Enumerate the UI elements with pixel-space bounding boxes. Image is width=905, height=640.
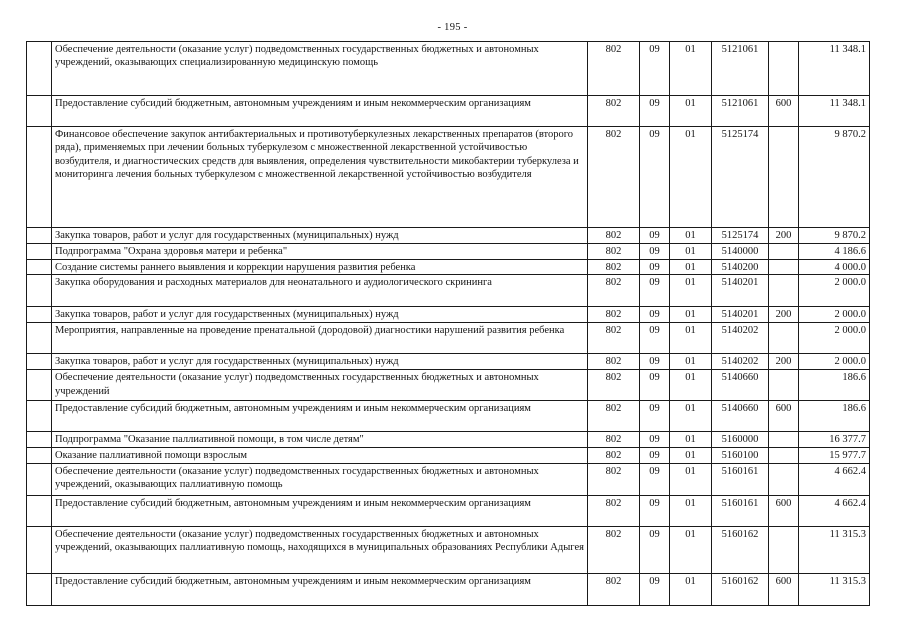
item-name-cell: Оказание паллиативной помощи взрослым [52,448,588,463]
section-code-cell: 09 [640,228,670,244]
row-marker-cell [27,323,52,354]
target-article-cell: 5121061 [712,96,769,127]
amount-cell: 11 315.3 [799,526,870,573]
ministry-code-cell: 802 [588,401,640,432]
item-name-cell: Обеспечение деятельности (оказание услуг) подведомственных государственных бюджетных и автономных учреждений [52,370,588,401]
item-name-cell: Закупка товаров, работ и услуг для государственных (муниципальных) нужд [52,228,588,244]
target-article-cell: 5160000 [712,432,769,448]
row-marker-cell [27,307,52,323]
target-article-cell: 5160100 [712,448,769,463]
table-row [27,495,870,526]
target-article-cell: 5125174 [712,127,769,228]
section-code-cell: 09 [640,401,670,432]
amount-cell: 4 662.4 [799,495,870,526]
item-name-cell: Подпрограмма "Оказание паллиативной помощи, в том числе детям" [52,432,588,448]
table-row [27,323,870,354]
item-name-cell: Закупка оборудования и расходных материалов для неонатального и аудиологического скрининга [52,275,588,307]
budget-table [26,41,870,606]
expense-type-cell [769,275,799,307]
row-marker-cell [27,275,52,307]
ministry-code-cell: 802 [588,307,640,323]
table-row [27,432,870,448]
target-article-cell: 5140200 [712,260,769,275]
target-article-cell: 5160161 [712,495,769,526]
row-marker-cell [27,448,52,463]
section-code-cell: 09 [640,260,670,275]
amount-cell: 9 870.2 [799,228,870,244]
ministry-code-cell: 802 [588,463,640,495]
amount-cell: 2 000.0 [799,323,870,354]
section-code-cell: 09 [640,244,670,260]
row-marker-cell [27,432,52,448]
row-marker-cell [27,228,52,244]
page-number: - 195 - [437,22,468,33]
row-marker-cell [27,42,52,96]
item-name-cell: Предоставление субсидий бюджетным, автономным учреждениям и иным некоммерческим организациям [52,401,588,432]
expense-type-cell: 200 [769,354,799,370]
amount-cell: 9 870.2 [799,127,870,228]
section-code-cell: 09 [640,96,670,127]
ministry-code-cell: 802 [588,96,640,127]
expense-type-cell: 600 [769,401,799,432]
amount-cell: 4 000.0 [799,260,870,275]
ministry-code-cell: 802 [588,228,640,244]
target-article-cell: 5140202 [712,354,769,370]
amount-cell: 186.6 [799,401,870,432]
ministry-code-cell: 802 [588,354,640,370]
amount-cell: 11 348.1 [799,42,870,96]
table-row [27,244,870,260]
table-row [27,401,870,432]
item-name-cell: Предоставление субсидий бюджетным, автономным учреждениям и иным некоммерческим организациям [52,573,588,605]
section-code-cell: 09 [640,526,670,573]
ministry-code-cell: 802 [588,370,640,401]
target-article-cell: 5140201 [712,307,769,323]
section-code-cell: 09 [640,370,670,401]
row-marker-cell [27,526,52,573]
subsection-code-cell: 01 [670,260,712,275]
section-code-cell: 09 [640,463,670,495]
item-name-cell: Закупка товаров, работ и услуг для государственных (муниципальных) нужд [52,354,588,370]
table-row [27,260,870,275]
table-row [27,127,870,228]
target-article-cell: 5160162 [712,526,769,573]
section-code-cell: 09 [640,432,670,448]
subsection-code-cell: 01 [670,448,712,463]
target-article-cell: 5140201 [712,275,769,307]
expense-type-cell [769,323,799,354]
ministry-code-cell: 802 [588,323,640,354]
target-article-cell: 5140202 [712,323,769,354]
ministry-code-cell: 802 [588,448,640,463]
row-marker-cell [27,495,52,526]
subsection-code-cell: 01 [670,323,712,354]
table-row [27,370,870,401]
item-name-cell: Финансовое обеспечение закупок антибактериальных и противотуберкулезных лекарственных препаратов (второго ряда), применяемых при лечении больных туберкулезом с множественной лекарственной устойчивостью возбудителя, и диагностических средств для выявления, определения чувствительности микобактерии туберкулеза и мониторинга лечения больных туберкулезом с множественной лекарственной устойчивостью возбудителя [52,127,588,228]
table-row [27,96,870,127]
amount-cell: 2 000.0 [799,275,870,307]
section-code-cell: 09 [640,307,670,323]
ministry-code-cell: 802 [588,127,640,228]
subsection-code-cell: 01 [670,244,712,260]
ministry-code-cell: 802 [588,260,640,275]
ministry-code-cell: 802 [588,573,640,605]
amount-cell: 16 377.7 [799,432,870,448]
subsection-code-cell: 01 [670,42,712,96]
table-row [27,526,870,573]
target-article-cell: 5140660 [712,401,769,432]
row-marker-cell [27,401,52,432]
amount-cell: 11 348.1 [799,96,870,127]
subsection-code-cell: 01 [670,127,712,228]
subsection-code-cell: 01 [670,370,712,401]
subsection-code-cell: 01 [670,307,712,323]
item-name-cell: Предоставление субсидий бюджетным, автономным учреждениям и иным некоммерческим организациям [52,96,588,127]
section-code-cell: 09 [640,495,670,526]
table-row [27,228,870,244]
amount-cell: 2 000.0 [799,307,870,323]
target-article-cell: 5140000 [712,244,769,260]
expense-type-cell: 600 [769,573,799,605]
item-name-cell: Подпрограмма "Охрана здоровья матери и ребенка" [52,244,588,260]
expense-type-cell [769,448,799,463]
amount-cell: 15 977.7 [799,448,870,463]
section-code-cell: 09 [640,448,670,463]
amount-cell: 186.6 [799,370,870,401]
section-code-cell: 09 [640,275,670,307]
amount-cell: 11 315.3 [799,573,870,605]
table-row [27,307,870,323]
target-article-cell: 5125174 [712,228,769,244]
ministry-code-cell: 802 [588,526,640,573]
table-row [27,42,870,96]
expense-type-cell: 200 [769,307,799,323]
row-marker-cell [27,463,52,495]
subsection-code-cell: 01 [670,401,712,432]
section-code-cell: 09 [640,573,670,605]
item-name-cell: Мероприятия, направленные на проведение пренатальной (дородовой) диагностики нарушений развития ребенка [52,323,588,354]
expense-type-cell [769,260,799,275]
section-code-cell: 09 [640,354,670,370]
target-article-cell: 5160161 [712,463,769,495]
subsection-code-cell: 01 [670,463,712,495]
subsection-code-cell: 01 [670,354,712,370]
expense-type-cell [769,127,799,228]
ministry-code-cell: 802 [588,432,640,448]
item-name-cell: Обеспечение деятельности (оказание услуг) подведомственных государственных бюджетных и автономных учреждений, оказывающих паллиативную помощь, находящихся в муниципальных образованиях Республики Адыгея [52,526,588,573]
subsection-code-cell: 01 [670,495,712,526]
amount-cell: 2 000.0 [799,354,870,370]
amount-cell: 4 662.4 [799,463,870,495]
target-article-cell: 5160162 [712,573,769,605]
budget-table-body [27,42,870,606]
expense-type-cell [769,432,799,448]
ministry-code-cell: 802 [588,495,640,526]
target-article-cell: 5121061 [712,42,769,96]
amount-cell: 4 186.6 [799,244,870,260]
table-row [27,463,870,495]
subsection-code-cell: 01 [670,573,712,605]
row-marker-cell [27,96,52,127]
table-row [27,573,870,605]
expense-type-cell [769,526,799,573]
expense-type-cell [769,244,799,260]
section-code-cell: 09 [640,323,670,354]
expense-type-cell: 200 [769,228,799,244]
section-code-cell: 09 [640,127,670,228]
subsection-code-cell: 01 [670,526,712,573]
expense-type-cell: 600 [769,495,799,526]
item-name-cell: Закупка товаров, работ и услуг для государственных (муниципальных) нужд [52,307,588,323]
row-marker-cell [27,260,52,275]
expense-type-cell: 600 [769,96,799,127]
table-row [27,448,870,463]
ministry-code-cell: 802 [588,42,640,96]
row-marker-cell [27,573,52,605]
subsection-code-cell: 01 [670,228,712,244]
item-name-cell: Обеспечение деятельности (оказание услуг) подведомственных государственных бюджетных и автономных учреждений, оказывающих специализированную медицинскую помощь [52,42,588,96]
ministry-code-cell: 802 [588,244,640,260]
expense-type-cell [769,463,799,495]
target-article-cell: 5140660 [712,370,769,401]
subsection-code-cell: 01 [670,432,712,448]
table-row [27,275,870,307]
expense-type-cell [769,370,799,401]
subsection-code-cell: 01 [670,96,712,127]
ministry-code-cell: 802 [588,275,640,307]
expense-type-cell [769,42,799,96]
row-marker-cell [27,244,52,260]
section-code-cell: 09 [640,42,670,96]
row-marker-cell [27,370,52,401]
item-name-cell: Создание системы раннего выявления и коррекции нарушения развития ребенка [52,260,588,275]
item-name-cell: Обеспечение деятельности (оказание услуг) подведомственных государственных бюджетных и автономных учреждений, оказывающих паллиативную помощь [52,463,588,495]
subsection-code-cell: 01 [670,275,712,307]
item-name-cell: Предоставление субсидий бюджетным, автономным учреждениям и иным некоммерческим организациям [52,495,588,526]
row-marker-cell [27,354,52,370]
table-row [27,354,870,370]
row-marker-cell [27,127,52,228]
